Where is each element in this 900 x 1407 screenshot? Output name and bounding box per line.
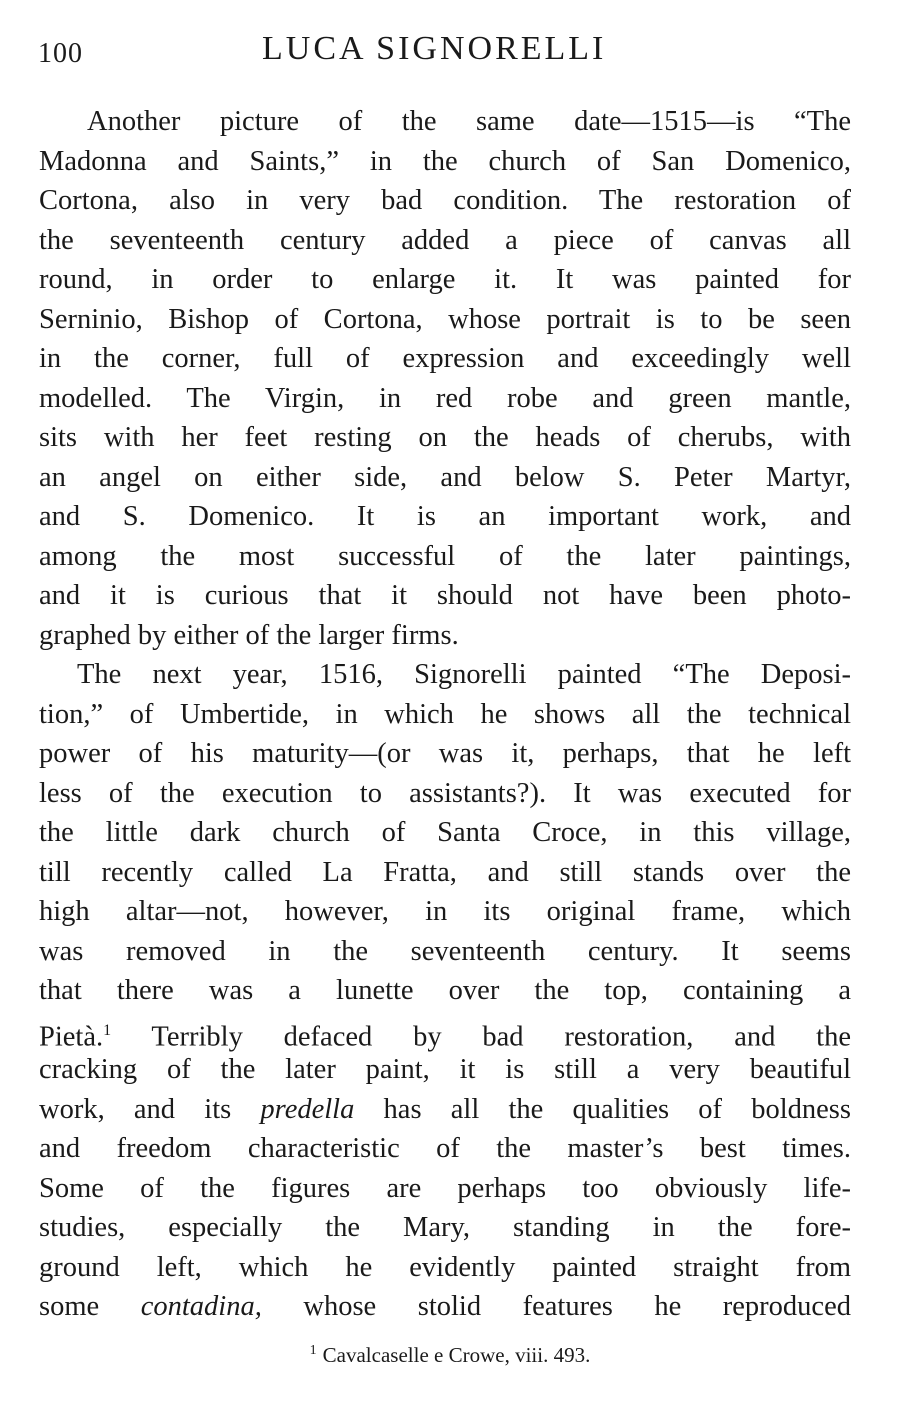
text-run: some: [39, 1291, 141, 1322]
text-line: that there was a lunette over the top, containing a: [39, 975, 851, 1006]
text-line: the seventeenth century added a piece of canvas all: [39, 224, 851, 256]
text-line: and freedom characteristic of the master’s best times.: [39, 1133, 851, 1164]
italic-contadina: contadina,: [140, 1291, 262, 1322]
text-line: the little dark church of Santa Croce, in this village,: [39, 817, 851, 848]
text-line: less of the execution to assistants?). It was executed for: [39, 777, 851, 809]
footnote-reference: 1: [103, 1021, 112, 1039]
text-line: Another picture of the same date—1515—is “The: [87, 106, 851, 137]
text-line: and S. Domenico. It is an important work, and: [39, 501, 851, 532]
text-line: Serninio, Bishop of Cortona, whose portrait is to be seen: [39, 303, 851, 335]
text-line: [39, 1287, 851, 1327]
text-line: graphed by either of the larger firms.: [39, 619, 459, 651]
footnote-text: Cavalcaselle e Crowe, viii. 493.: [322, 1343, 591, 1367]
pieta-word: Pietà.: [39, 1021, 104, 1052]
text-line: round, in order to enlarge it. It was painted for: [39, 264, 851, 295]
text-line: till recently called La Fratta, and still stands over the: [39, 856, 851, 888]
page-number: 100: [38, 38, 83, 69]
text-line: [39, 1011, 851, 1051]
text-line: high altar—not, however, in its original frame, which: [39, 896, 851, 927]
text-run: has all the qualities of boldness: [354, 1093, 851, 1125]
text-line: was removed in the seventeenth century. It seems: [39, 935, 851, 967]
text-line: in the corner, full of expression and exceedingly well: [39, 343, 851, 374]
text-line: ground left, which he evidently painted straight from: [39, 1251, 851, 1283]
text-line: Some of the figures are perhaps too obviously life-: [39, 1172, 851, 1204]
text-line: studies, especially the Mary, standing in the fore-: [39, 1212, 851, 1243]
text-run: whose stolid features he reproduced: [261, 1291, 851, 1322]
text-line: The next year, 1516, Signorelli painted “The Deposi-: [77, 659, 851, 690]
running-head: [38, 30, 860, 74]
text-line: an angel on either side, and below S. Peter Martyr,: [39, 461, 851, 493]
text-line: Madonna and Saints,” in the church of San Domenico,: [39, 145, 851, 177]
italic-predella: predella: [260, 1093, 355, 1125]
text-run: work, and its: [39, 1093, 261, 1125]
text-line: among the most successful of the later paintings,: [39, 540, 851, 572]
book-title: LUCA SIGNORELLI: [262, 30, 607, 67]
text-line: cracking of the later paint, it is still a very beautiful: [39, 1054, 851, 1085]
footnote-mark: 1: [309, 1343, 317, 1358]
text-line: Cortona, also in very bad condition. The restoration of: [39, 185, 851, 216]
body-text: [39, 102, 851, 1327]
text-line: modelled. The Virgin, in red robe and green mantle,: [39, 382, 851, 414]
text-line: tion,” of Umbertide, in which he shows all the technical: [39, 698, 851, 730]
text-line: and it is curious that it should not have been photo-: [39, 580, 851, 611]
text-line: power of his maturity—(or was it, perhaps, that he left: [39, 738, 851, 769]
text-line: sits with her feet resting on the heads of cherubs, with: [39, 422, 851, 453]
pieta-rest: Terribly defaced by bad restoration, and the: [111, 1021, 851, 1052]
footnote: [0, 1343, 900, 1368]
text-line: [39, 1090, 851, 1130]
